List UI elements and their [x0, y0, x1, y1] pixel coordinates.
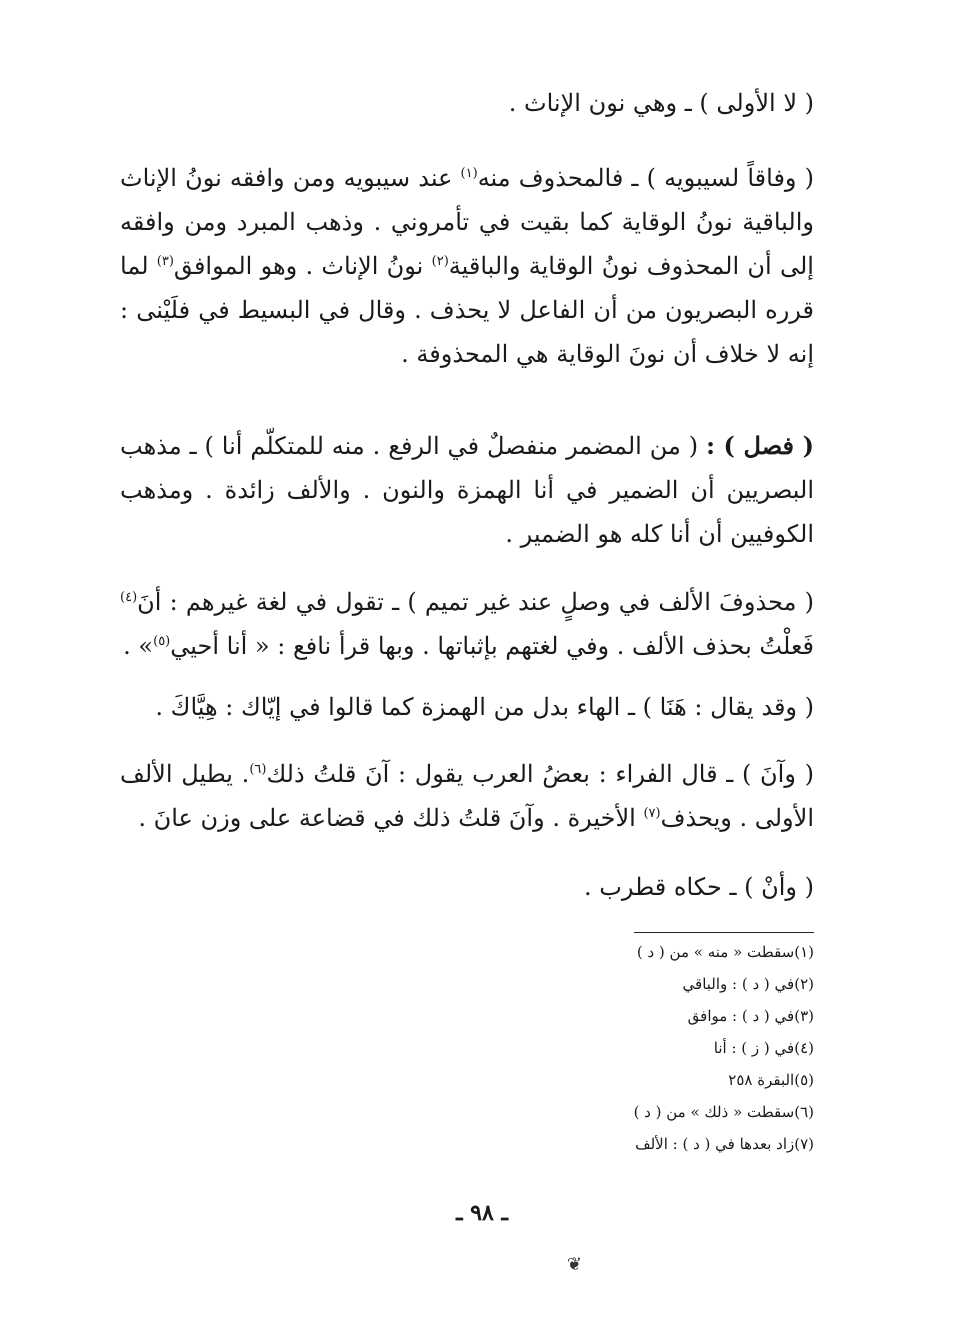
footnote-ref-1: (١)	[460, 166, 478, 181]
footnote-4: (٤)في ( ز ) : أنا	[713, 1039, 814, 1057]
section-label: ( فصل ) :	[706, 431, 814, 460]
paragraph-6-text-a: ( وآنَ ) ـ قال الفراء : بعضُ العرب يقول : آنَ قلتُ ذلك	[266, 760, 814, 788]
paragraph-1: ( لا الأولى ) ـ وهي نون الإناث .	[508, 89, 814, 117]
footnote-6: (٦)سقطت « ذلك » من ( د )	[633, 1103, 814, 1121]
footnote-3: (٣)في ( د ) : موافق	[687, 1007, 814, 1025]
footnote-ref-7: (٧)	[643, 806, 661, 821]
paragraph-6-text-b: . يطيل الألف الأولى . ويحذف	[120, 760, 814, 832]
footnote-ref-2: (٢)	[431, 254, 449, 269]
footnote-ref-3: (٣)	[156, 254, 174, 269]
footnote-divider	[634, 932, 814, 933]
paragraph-2-text-a: ( وفاقاً لسيبويه ) ـ فالمحذوف منه	[477, 164, 814, 192]
paragraph-3-text: ( من المضمر منفصلٌ في الرفع . منه للمتكلّم أنا ) ـ مذهب البصريين أن الضمير في أنا الهمزة والنون . والألف زائدة . ومذهب الكوفيين أن أنا كله هو الضمير .	[120, 432, 814, 548]
footnote-2: (٢)في ( د ) : والباقي	[682, 975, 814, 993]
footnote-ref-6: (٦)	[249, 762, 267, 777]
footnote-ref-4: (٤)	[120, 590, 138, 605]
paragraph-4-text-c: » .	[123, 632, 154, 660]
footnote-7: (٧)زاد بعدها في ( د ) : الألف	[635, 1135, 814, 1153]
paragraph-2-text-d: لما قرره البصريون من أن الفاعل لا يحذف . وقال في البسيط في فلَيْنى : إنه لا خلاف أن نونَ الوقاية هي المحذوفة .	[120, 252, 814, 368]
paragraph-4	[120, 580, 814, 668]
paragraph-2-text-b: عند سيبويه ومن وافقه نونُ الإناث والباقية نونُ الوقاية كما بقيت في تأمروني . وذهب المبرد ومن وافقه إلى أن المحذوف نونُ الوقاية والباقية	[120, 164, 814, 280]
paragraph-6	[120, 752, 814, 840]
page-number: ـ ٩٨ ـ	[456, 1200, 508, 1226]
paragraph-4-text-a: ( محذوفَ الألف في وصلٍ عند غير تميم ) ـ تقول في لغة غيرهم : أنَ	[137, 588, 814, 616]
paragraph-2-text-c: نونُ الإناث . وهو الموافق	[173, 252, 424, 280]
paragraph-3	[120, 424, 814, 556]
footnote-ref-5: (٥)	[153, 634, 171, 649]
paragraph-7: ( وأنْ ) ـ حكاه قطرب .	[583, 873, 814, 901]
footnote-1: (١)سقطت « منه » من ( د )	[636, 943, 814, 961]
scan-mark-icon: ❦	[566, 1254, 582, 1275]
paragraph-2	[120, 156, 814, 376]
paragraph-4-text-b: فَعلْتُ بحذف الألف . وفي لغتهم بإثباتها . وبها قرأ نافع : « أنا أحيي	[170, 632, 814, 660]
paragraph-6-text-c: الأخيرة . وآنَ قلتُ ذلك في قضاعة على وزن عانَ .	[138, 804, 636, 832]
footnote-5: (٥)البقرة ٢٥٨	[728, 1071, 814, 1089]
paragraph-5: ( وقد يقال : هَنَا ) ـ الهاء بدل من الهمزة كما قالوا في إيّاك : هِيَّاكَ .	[155, 693, 814, 721]
footnotes	[414, 936, 814, 1160]
